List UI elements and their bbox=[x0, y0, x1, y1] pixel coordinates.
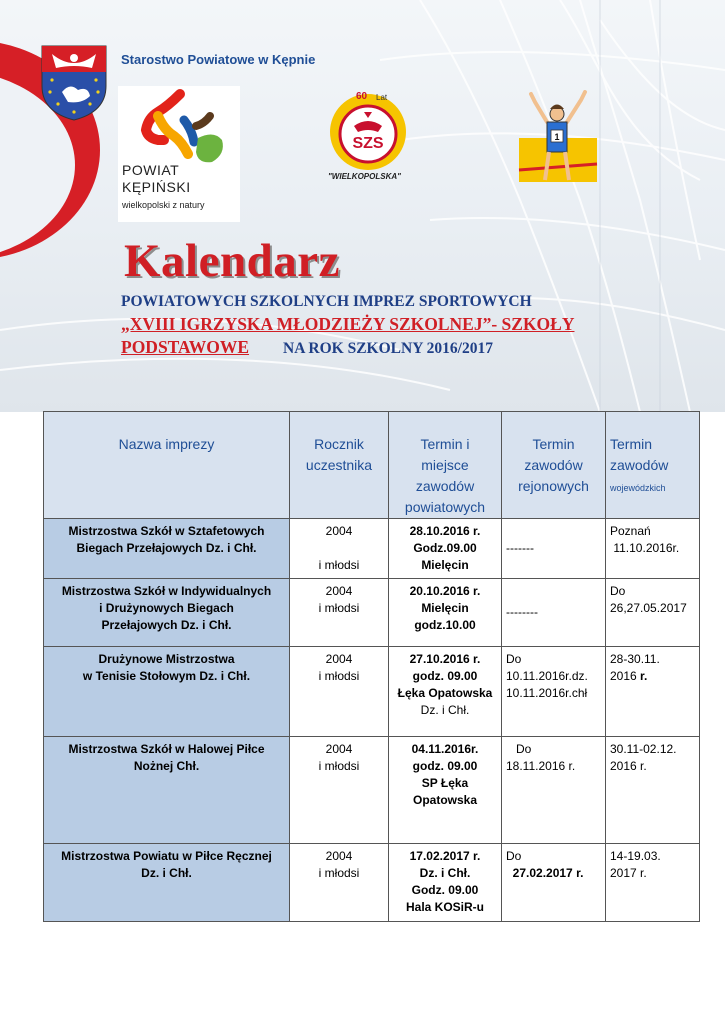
powiat-logo-tagline: wielkopolski z natury bbox=[122, 200, 205, 210]
woj-date-cell: 28-30.11. 2016 r. bbox=[606, 647, 700, 737]
rejon-date-cell: Do 10.11.2016r.dz. 10.11.2016r.chł bbox=[502, 647, 606, 737]
header-termin-wojewodzkich: Termin zawodów wojewódzkich bbox=[606, 412, 700, 519]
coat-of-arms-icon bbox=[38, 42, 110, 122]
woj-date-cell: Poznań 11.10.2016r. bbox=[606, 519, 700, 579]
starostwo-label: Starostwo Powiatowe w Kępnie bbox=[121, 52, 316, 67]
calendar-table bbox=[43, 411, 700, 922]
year-cell: 2004 i młodsi bbox=[290, 647, 389, 737]
header-nazwa: Nazwa imprezy bbox=[44, 412, 290, 519]
szs-60-label: 60 bbox=[356, 91, 368, 102]
table-row bbox=[44, 844, 700, 922]
table-row bbox=[44, 647, 700, 737]
powiat-logo-line1: POWIAT bbox=[122, 162, 180, 178]
szs-lat-label: Lat bbox=[376, 93, 388, 102]
powiat-date-cell: 28.10.2016 r. Godz.09.00 Mielęcin bbox=[389, 519, 502, 579]
table-row bbox=[44, 579, 700, 647]
powiat-date-cell: 20.10.2016 r. Mielęcin godz.10.00 bbox=[389, 579, 502, 647]
table-row bbox=[44, 519, 700, 579]
powiat-kepinski-logo bbox=[118, 86, 240, 222]
powiat-date-cell: 04.11.2016r. godz. 09.00 SP Łęka Opatowska bbox=[389, 737, 502, 844]
event-name-cell: Mistrzostwa Szkół w Indywidualnych i Drużynowych Biegach Przełajowych Dz. i Chł. bbox=[44, 579, 290, 647]
header-termin-rejonowych: Termin zawodów rejonowych bbox=[502, 412, 606, 519]
powiat-date-cell: 27.10.2016 r. godz. 09.00 Łęka Opatowska Dz. i Chł. bbox=[389, 647, 502, 737]
subtitle-line2: „XVIII IGRZYSKA MŁODZIEŻY SZKOLNEJ”- SZKOŁY bbox=[121, 314, 575, 334]
runner-bib-text: 1 bbox=[554, 132, 560, 142]
szs-center-text: SZS bbox=[352, 135, 384, 152]
year-cell: 2004 i młodsi bbox=[290, 737, 389, 844]
rejon-date-cell: Do 27.02.2017 r. bbox=[502, 844, 606, 922]
subtitle-line3-red: PODSTAWOWE bbox=[121, 337, 250, 357]
runner-icon bbox=[517, 90, 599, 186]
header-rocznik: Rocznik uczestnika bbox=[290, 412, 389, 519]
szs-bottom-label: "WIELKOPOLSKA" bbox=[328, 172, 401, 181]
woj-date-cell: 14-19.03. 2017 r. bbox=[606, 844, 700, 922]
powiat-logo-icon bbox=[118, 86, 240, 166]
year-cell: 2004 i młodsi bbox=[290, 579, 389, 647]
powiat-date-cell: 17.02.2017 r. Dz. i Chł. Godz. 09.00 Hala KOSiR-u bbox=[389, 844, 502, 922]
woj-date-cell: 30.11-02.12. 2016 r. bbox=[606, 737, 700, 844]
szs-wielkopolska-logo bbox=[318, 88, 418, 192]
year-cell: 2004 i młodsi bbox=[290, 519, 389, 579]
powiat-logo-line2: KĘPIŃSKI bbox=[122, 179, 191, 195]
woj-date-cell: Do 26,27.05.2017 bbox=[606, 579, 700, 647]
header-termin-powiatowych: Termin i miejsce zawodów powiatowych bbox=[389, 412, 502, 519]
event-name-cell: Mistrzostwa Szkół w Halowej Piłce Nożnej Chł. bbox=[44, 737, 290, 844]
rejon-date-cell: Do 18.11.2016 r. bbox=[502, 737, 606, 844]
table-header-row bbox=[44, 412, 700, 519]
rejon-date-cell: -------- bbox=[502, 579, 606, 647]
event-name-cell: Drużynowe Mistrzostwa w Tenisie Stołowym Dz. i Chł. bbox=[44, 647, 290, 737]
table-row bbox=[44, 737, 700, 844]
event-name-cell: Mistrzostwa Powiatu w Piłce Ręcznej Dz. i Chł. bbox=[44, 844, 290, 922]
subtitle-line3-blue: NA ROK SZKOLNY 2016/2017 bbox=[283, 340, 493, 357]
event-name-cell: Mistrzostwa Szkół w Sztafetowych Biegach Przełajowych Dz. i Chł. bbox=[44, 519, 290, 579]
rejon-date-cell: ------- bbox=[502, 519, 606, 579]
main-title: Kalendarz bbox=[124, 235, 340, 287]
subtitle-line1: POWIATOWYCH SZKOLNYCH IMPREZ SPORTOWYCH bbox=[121, 293, 532, 310]
year-cell: 2004 i młodsi bbox=[290, 844, 389, 922]
